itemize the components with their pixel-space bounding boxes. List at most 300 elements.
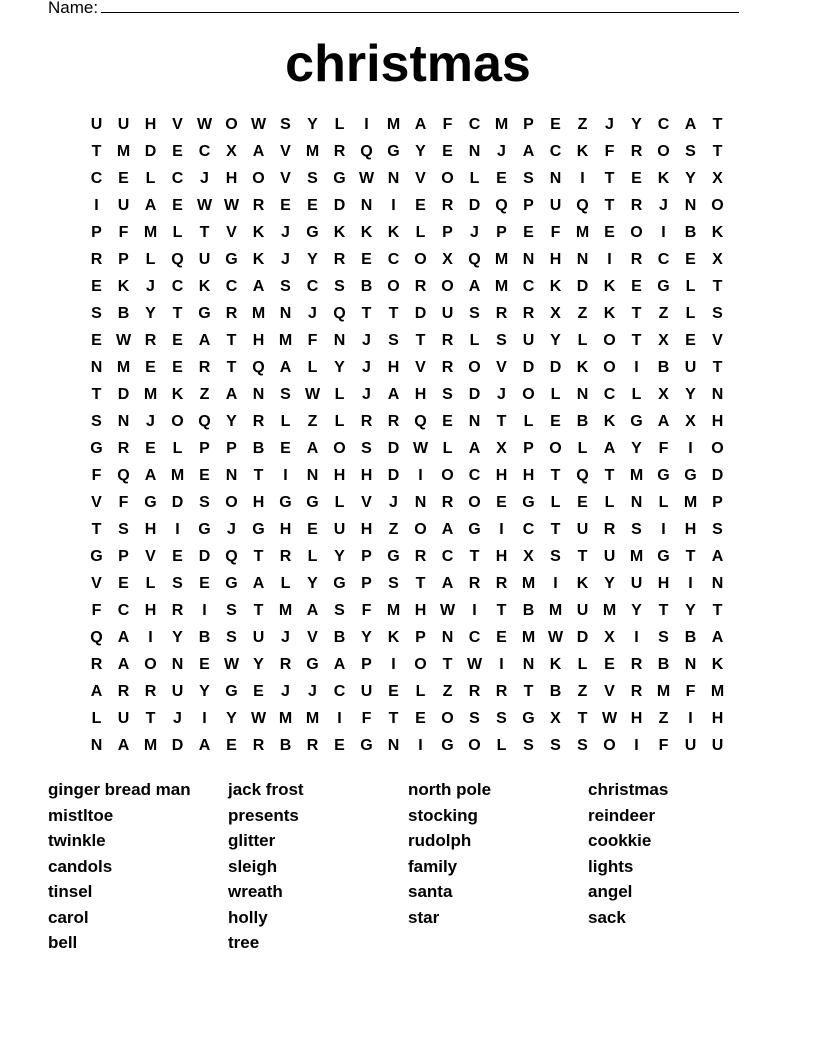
grid-letter: D [468, 386, 481, 403]
grid-letter: B [657, 656, 670, 673]
grid-letter: N [576, 251, 589, 268]
grid-letter: N [387, 170, 400, 187]
word-item: twinkle [48, 831, 106, 850]
grid-letter: R [603, 521, 616, 538]
grid-letter: K [711, 224, 724, 241]
grid-letter: D [549, 359, 562, 376]
grid-letter: Y [631, 440, 642, 457]
grid-letter: J [308, 305, 317, 322]
grid-letter: Z [577, 116, 588, 133]
grid-letter: C [522, 521, 535, 538]
grid-letter: X [604, 629, 615, 646]
grid-letter: M [521, 629, 536, 646]
grid-letter: D [711, 467, 724, 484]
grid-letter: B [684, 629, 697, 646]
grid-letter: F [658, 440, 669, 457]
grid-letter: Q [198, 413, 211, 430]
grid-letter: R [522, 305, 535, 322]
name-label: Name: [48, 0, 99, 17]
grid-letter: A [144, 467, 157, 484]
grid-letter: A [90, 683, 103, 700]
grid-letter: V [712, 332, 723, 349]
grid-letter: O [711, 440, 724, 457]
grid-letter: S [334, 278, 345, 295]
grid-letter: M [494, 278, 509, 295]
grid-letter: E [361, 251, 372, 268]
grid-letter: O [657, 143, 670, 160]
grid-letter: N [90, 359, 103, 376]
grid-letter: V [415, 170, 426, 187]
grid-letter: R [630, 683, 643, 700]
grid-letter: Y [685, 386, 696, 403]
grid-letter: G [441, 737, 454, 754]
grid-letter: K [252, 251, 265, 268]
grid-letter: S [631, 521, 642, 538]
grid-letter: S [712, 521, 723, 538]
grid-letter: I [283, 467, 288, 484]
grid-letter: D [468, 197, 481, 214]
grid-letter: L [550, 494, 561, 511]
grid-letter: A [252, 278, 265, 295]
grid-letter: K [549, 656, 562, 673]
grid-letter: Y [253, 656, 264, 673]
grid-letter: U [576, 521, 589, 538]
grid-letter: E [199, 656, 210, 673]
grid-letter: U [441, 305, 454, 322]
grid-letter: K [603, 305, 616, 322]
grid-letter: H [144, 521, 157, 538]
grid-letter: E [388, 683, 399, 700]
grid-letter: R [630, 656, 643, 673]
grid-letter: A [711, 548, 724, 565]
grid-row [83, 192, 731, 219]
grid-letter: L [550, 386, 561, 403]
grid-letter: E [226, 737, 237, 754]
grid-row [83, 273, 731, 300]
grid-letter: R [252, 737, 265, 754]
grid-letter: U [333, 521, 346, 538]
grid-letter: C [522, 278, 535, 295]
grid-letter: N [333, 332, 346, 349]
grid-letter: O [549, 440, 562, 457]
page-title: christmas [285, 35, 531, 93]
grid-letter: S [91, 413, 102, 430]
grid-letter: Y [415, 143, 426, 160]
grid-letter: T [253, 548, 264, 565]
grid-letter: E [172, 359, 183, 376]
grid-letter: E [199, 575, 210, 592]
grid-letter: C [441, 548, 454, 565]
grid-letter: G [306, 224, 319, 241]
grid-letter: P [523, 116, 534, 133]
grid-letter: N [468, 413, 481, 430]
grid-letter: A [279, 359, 292, 376]
grid-letter: O [630, 224, 643, 241]
grid-letter: X [658, 386, 669, 403]
grid-letter: N [522, 656, 535, 673]
grid-letter: S [280, 116, 291, 133]
grid-letter: P [415, 629, 426, 646]
grid-letter: R [171, 602, 184, 619]
grid-letter: B [333, 629, 346, 646]
grid-letter: R [495, 683, 508, 700]
grid-row [83, 489, 731, 516]
grid-letter: A [441, 521, 454, 538]
grid-letter: Q [225, 548, 238, 565]
grid-letter: X [523, 548, 534, 565]
grid-letter: B [198, 629, 211, 646]
grid-letter: V [145, 548, 156, 565]
grid-letter: N [549, 170, 562, 187]
grid-letter: O [468, 494, 481, 511]
grid-letter: I [553, 575, 558, 592]
grid-letter: T [577, 710, 588, 727]
grid-letter: L [334, 116, 345, 133]
grid-letter: T [523, 683, 534, 700]
grid-letter: S [361, 440, 372, 457]
grid-letter: R [360, 413, 373, 430]
grid-letter: K [333, 224, 346, 241]
grid-letter: E [145, 359, 156, 376]
word-item: holly [228, 907, 268, 927]
grid-letter: H [414, 602, 427, 619]
grid-letter: U [603, 548, 616, 565]
grid-letter: I [391, 656, 396, 673]
grid-letter: L [577, 440, 588, 457]
grid-letter: I [688, 575, 693, 592]
grid-letter: A [306, 602, 319, 619]
grid-row [83, 219, 731, 246]
grid-letter: I [580, 170, 585, 187]
grid-letter: N [630, 494, 643, 511]
grid-letter: C [90, 170, 103, 187]
grid-letter: J [605, 116, 614, 133]
grid-letter: R [630, 197, 643, 214]
grid-row [83, 732, 731, 759]
grid-letter: M [251, 305, 266, 322]
grid-letter: H [684, 521, 697, 538]
grid-letter: O [711, 197, 724, 214]
grid-letter: R [441, 332, 454, 349]
grid-letter: I [202, 710, 207, 727]
grid-letter: C [468, 629, 481, 646]
grid-letter: A [387, 386, 400, 403]
grid-letter: A [684, 116, 697, 133]
grid-letter: T [91, 521, 102, 538]
grid-letter: K [198, 278, 211, 295]
grid-letter: P [118, 548, 129, 565]
grid-letter: E [604, 224, 615, 241]
grid-letter: L [145, 575, 156, 592]
grid-letter: M [629, 548, 644, 565]
grid-letter: U [684, 737, 697, 754]
grid-letter: K [603, 278, 616, 295]
grid-letter: F [442, 116, 453, 133]
grid-letter: K [171, 386, 184, 403]
grid-letter: L [604, 494, 615, 511]
grid-letter: O [414, 521, 427, 538]
grid-letter: L [631, 386, 642, 403]
grid-letter: T [469, 548, 480, 565]
grid-letter: R [495, 305, 508, 322]
grid-letter: X [226, 143, 237, 160]
grid-letter: B [549, 683, 562, 700]
grid-letter: W [439, 602, 456, 619]
grid-letter: O [333, 440, 346, 457]
grid-row [83, 516, 731, 543]
grid-letter: Y [172, 629, 183, 646]
grid-letter: J [200, 170, 209, 187]
grid-letter: E [685, 251, 696, 268]
grid-letter: E [604, 656, 615, 673]
grid-letter: T [91, 386, 102, 403]
grid-letter: A [603, 440, 616, 457]
grid-letter: N [252, 386, 265, 403]
grid-letter: O [603, 332, 616, 349]
grid-row [83, 624, 731, 651]
grid-row [83, 597, 731, 624]
grid-letter: T [253, 602, 264, 619]
grid-letter: T [415, 575, 426, 592]
grid-letter: C [657, 251, 670, 268]
grid-letter: Y [145, 305, 156, 322]
grid-letter: E [550, 413, 561, 430]
grid-letter: A [252, 143, 265, 160]
grid-letter: I [634, 629, 639, 646]
grid-letter: R [225, 305, 238, 322]
word-item: jack frost [228, 780, 304, 799]
grid-letter: Q [468, 251, 481, 268]
grid-letter: H [549, 251, 562, 268]
grid-letter: B [279, 737, 292, 754]
grid-letter: T [226, 359, 237, 376]
grid-letter: A [117, 737, 130, 754]
grid-letter: R [414, 548, 427, 565]
grid-letter: O [441, 170, 454, 187]
grid-letter: R [117, 683, 130, 700]
grid-letter: R [279, 548, 292, 565]
grid-letter: N [360, 197, 373, 214]
grid-letter: R [414, 278, 427, 295]
grid-letter: V [226, 224, 237, 241]
grid-letter: I [364, 116, 369, 133]
grid-letter: D [387, 440, 400, 457]
grid-letter: G [657, 278, 670, 295]
grid-letter: I [418, 467, 423, 484]
grid-letter: N [387, 737, 400, 754]
grid-letter: R [495, 575, 508, 592]
grid-letter: E [307, 197, 318, 214]
grid-row [83, 354, 731, 381]
grid-letter: L [334, 413, 345, 430]
grid-letter: G [333, 170, 346, 187]
grid-letter: J [281, 224, 290, 241]
grid-letter: R [387, 413, 400, 430]
grid-letter: W [223, 197, 240, 214]
grid-letter: Y [307, 251, 318, 268]
grid-letter: W [412, 440, 429, 457]
grid-row [83, 408, 731, 435]
grid-letter: P [496, 224, 507, 241]
grid-letter: M [143, 386, 158, 403]
grid-letter: N [684, 197, 697, 214]
grid-letter: O [387, 278, 400, 295]
grid-letter: J [281, 629, 290, 646]
grid-letter: F [118, 494, 129, 511]
grid-letter: O [144, 656, 157, 673]
grid-letter: S [199, 494, 210, 511]
name-blank-line[interactable] [101, 0, 739, 13]
name-field [48, 0, 739, 19]
grid-letter: H [387, 359, 400, 376]
grid-letter: J [389, 494, 398, 511]
grid-letter: G [522, 494, 535, 511]
grid-letter: W [601, 710, 618, 727]
grid-letter: N [441, 629, 454, 646]
word-item: sack [588, 907, 626, 927]
grid-letter: B [252, 440, 265, 457]
grid-letter: W [466, 656, 483, 673]
grid-letter: F [91, 467, 102, 484]
grid-letter: U [684, 359, 697, 376]
grid-letter: G [225, 683, 238, 700]
grid-letter: G [252, 521, 265, 538]
grid-letter: H [414, 386, 427, 403]
grid-letter: O [441, 467, 454, 484]
grid-letter: Z [442, 683, 453, 700]
grid-letter: Z [577, 305, 588, 322]
grid-letter: M [575, 224, 590, 241]
grid-row [83, 246, 731, 273]
grid-letter: I [661, 521, 666, 538]
grid-letter: F [685, 683, 696, 700]
grid-letter: I [634, 737, 639, 754]
grid-letter: M [386, 602, 401, 619]
grid-letter: O [468, 737, 481, 754]
grid-letter: C [387, 251, 400, 268]
grid-letter: H [522, 467, 535, 484]
grid-letter: L [334, 494, 345, 511]
grid-letter: J [146, 278, 155, 295]
grid-letter: J [173, 710, 182, 727]
grid-letter: K [360, 224, 373, 241]
word-item: mistltoe [48, 805, 114, 825]
letter-grid [83, 111, 731, 759]
grid-letter: O [522, 386, 535, 403]
grid-letter: L [658, 494, 669, 511]
grid-letter: J [497, 386, 506, 403]
grid-letter: Q [495, 197, 508, 214]
grid-letter: H [657, 575, 670, 592]
grid-letter: H [225, 170, 238, 187]
word-column [48, 777, 228, 956]
grid-letter: D [576, 278, 589, 295]
grid-letter: L [577, 332, 588, 349]
grid-letter: V [496, 359, 507, 376]
grid-letter: O [603, 359, 616, 376]
grid-row [83, 165, 731, 192]
grid-letter: F [361, 710, 372, 727]
grid-letter: A [333, 656, 346, 673]
grid-letter: R [90, 656, 103, 673]
grid-letter: E [280, 197, 291, 214]
word-item: family [408, 856, 458, 876]
grid-letter: C [468, 116, 481, 133]
grid-letter: L [307, 548, 318, 565]
word-column [408, 777, 588, 956]
grid-letter: J [362, 359, 371, 376]
word-item: north pole [408, 780, 492, 799]
grid-letter: M [629, 467, 644, 484]
grid-letter: S [577, 737, 588, 754]
grid-letter: N [711, 575, 724, 592]
grid-letter: H [711, 710, 724, 727]
word-item: tree [228, 933, 260, 952]
grid-letter: H [333, 467, 346, 484]
grid-letter: Z [658, 305, 669, 322]
grid-letter: T [712, 359, 723, 376]
grid-letter: A [306, 440, 319, 457]
grid-letter: Y [631, 116, 642, 133]
grid-letter: E [172, 548, 183, 565]
grid-letter: D [387, 467, 400, 484]
grid-letter: Q [117, 467, 130, 484]
grid-letter: Y [631, 602, 642, 619]
grid-letter: I [607, 251, 612, 268]
grid-letter: E [91, 332, 102, 349]
grid-letter: L [280, 413, 291, 430]
grid-letter: S [307, 170, 318, 187]
word-column [228, 777, 408, 956]
grid-letter: U [90, 116, 103, 133]
grid-letter: S [172, 575, 183, 592]
word-item: stocking [408, 805, 478, 825]
grid-letter: K [549, 278, 562, 295]
grid-letter: W [250, 710, 267, 727]
grid-letter: I [175, 521, 180, 538]
grid-letter: G [306, 494, 319, 511]
grid-letter: T [685, 548, 696, 565]
grid-letter: O [225, 494, 238, 511]
grid-letter: F [604, 143, 615, 160]
grid-letter: R [252, 413, 265, 430]
grid-letter: M [116, 359, 131, 376]
grid-letter: C [468, 467, 481, 484]
grid-letter: S [496, 710, 507, 727]
grid-letter: T [658, 602, 669, 619]
grid-letter: O [441, 278, 454, 295]
grid-letter: T [712, 602, 723, 619]
grid-letter: P [226, 440, 237, 457]
grid-letter: T [361, 305, 372, 322]
grid-letter: U [117, 197, 130, 214]
grid-letter: S [226, 629, 237, 646]
grid-letter: I [499, 656, 504, 673]
grid-letter: S [118, 521, 129, 538]
grid-letter: M [494, 251, 509, 268]
grid-letter: H [252, 494, 265, 511]
word-item: cookkie [588, 831, 652, 850]
grid-letter: S [550, 548, 561, 565]
grid-letter: U [198, 251, 211, 268]
grid-letter: R [90, 251, 103, 268]
grid-letter: V [280, 170, 291, 187]
grid-letter: V [307, 629, 318, 646]
grid-letter: R [198, 359, 211, 376]
grid-letter: W [250, 116, 267, 133]
grid-letter: T [712, 116, 723, 133]
grid-letter: B [117, 305, 130, 322]
